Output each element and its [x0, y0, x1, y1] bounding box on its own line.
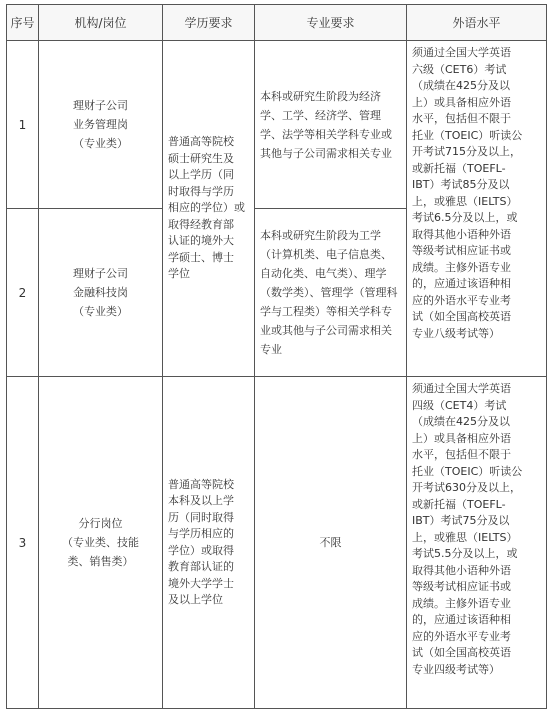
lang-line: 专业四级考试等）: [412, 662, 500, 676]
language-cell: [407, 377, 547, 709]
post-cell: [39, 209, 163, 377]
edu-line: 时取得与学历: [168, 184, 234, 198]
edu-line: 普通高等院校: [168, 135, 234, 149]
language-cell: [407, 41, 547, 377]
header-post: 机构/岗位: [39, 5, 163, 41]
edu-line: 相应的学位）或: [168, 201, 245, 215]
lang-line: 上，或雅思（IELTS）: [412, 194, 518, 208]
lang-line: 考试5.5分及以上，或: [412, 547, 518, 560]
post-line: 理财子公司: [73, 267, 128, 280]
lang-line: 上）或具备相应外语: [412, 95, 511, 109]
major-cell: 本科或研究生阶段为经济学、工学、经济学、管理学、法学等相关学科专业或其他与子公司需求相关专业: [255, 41, 407, 209]
header-language: 外语水平: [407, 5, 547, 41]
lang-line: 专业八级考试等）: [412, 326, 500, 340]
edu-line: 取得经教育部: [168, 217, 234, 231]
header-row: [7, 5, 547, 41]
post-cell: [39, 377, 163, 709]
edu-line: 学硕士、博士: [168, 250, 234, 264]
edu-line: 历（同时取得: [168, 510, 234, 524]
lang-line: 上）或具备相应外语: [412, 431, 511, 445]
lang-line: 托业（TOEIC）听读公: [412, 464, 523, 478]
post-line: （专业类、技能: [62, 536, 139, 549]
lang-line: （成绩在425分及以: [412, 415, 510, 428]
edu-line: 本科及以上学: [168, 494, 234, 507]
post-line: （专业类）: [73, 305, 128, 318]
education-cell: [163, 41, 255, 377]
lang-line: 取得其他小语种外语: [412, 227, 511, 241]
edu-line: 与学历相应的: [168, 527, 234, 540]
post-line: 分行岗位: [78, 517, 123, 530]
row-number: 1: [7, 41, 39, 209]
edu-line: 教育部认证的: [168, 560, 234, 573]
lang-line: 应的外语水平专业考: [412, 293, 511, 307]
lang-line: 或新托福（TOEFL-: [412, 497, 506, 511]
lang-line: 应的外语水平专业考: [412, 629, 511, 643]
post-line: 理财子公司: [73, 99, 128, 112]
lang-line: 开考试630分及以上，: [412, 481, 521, 494]
lang-line: 托业（TOEIC）听读公: [412, 128, 523, 142]
post-line: 业务管理岗: [73, 118, 128, 131]
major-cell: 本科或研究生阶段为工学（计算机类、电子信息类、自动化类、电气类）、理学（数学类）、管理学（管理科学与工程类）等相关学科专业或其他与子公司需求相关专业: [255, 209, 407, 377]
header-education: 学历要求: [163, 5, 255, 41]
edu-line: 认证的境外大: [168, 234, 234, 248]
lang-line: 成绩。主修外语专业: [412, 596, 511, 610]
lang-line: 的，应通过该语种相: [412, 277, 511, 290]
lang-line: 须通过全国大学英语: [412, 382, 511, 395]
lang-line: 或新托福（TOEFL-: [412, 161, 506, 175]
edu-line: 普通高等院校: [168, 477, 234, 491]
major-cell: 不限: [255, 377, 407, 709]
lang-line: （成绩在425分及以: [412, 79, 510, 92]
lang-line: 水平，包括但不限于: [412, 448, 511, 461]
lang-line: 六级（CET6）考试: [412, 62, 507, 76]
lang-line: 等级考试相应证书或: [412, 580, 511, 593]
lang-line: IBT）考试85分及以: [412, 178, 510, 191]
lang-line: 试（如全国高校英语: [412, 310, 511, 323]
header-major: 专业要求: [255, 5, 407, 41]
post-line: （专业类）: [73, 137, 128, 150]
post-line: 金融科技岗: [73, 286, 128, 299]
education-cell: [163, 377, 255, 709]
post-line: 类、销售类）: [67, 555, 134, 568]
row-number: 3: [7, 377, 39, 709]
lang-line: 开考试715分及以上，: [412, 145, 521, 158]
requirements-table: [6, 4, 547, 709]
lang-line: 考试6.5分及以上，或: [412, 211, 518, 224]
edu-line: 以上学历（同: [168, 168, 234, 182]
lang-line: 取得其他小语种外语: [412, 563, 511, 577]
row-number: 2: [7, 209, 39, 377]
header-seq: 序号: [7, 5, 39, 41]
lang-line: 四级（CET4）考试: [412, 398, 507, 412]
table-row: [7, 377, 547, 709]
edu-line: 学位）或取得: [168, 543, 234, 557]
edu-line: 硕士研究生及: [168, 151, 234, 165]
lang-line: 的，应通过该语种相: [412, 613, 511, 626]
edu-line: 境外大学学士: [168, 576, 234, 590]
post-cell: [39, 41, 163, 209]
edu-line: 及以上学位: [168, 593, 223, 606]
table-row: [7, 41, 547, 209]
lang-line: 水平，包括但不限于: [412, 112, 511, 125]
lang-line: 等级考试相应证书或: [412, 244, 511, 257]
lang-line: 试（如全国高校英语: [412, 646, 511, 659]
lang-line: 成绩。主修外语专业: [412, 260, 511, 274]
lang-line: 须通过全国大学英语: [412, 46, 511, 59]
edu-line: 学位: [168, 267, 190, 281]
lang-line: 上，或雅思（IELTS）: [412, 530, 518, 544]
lang-line: IBT）考试75分及以: [412, 514, 510, 527]
